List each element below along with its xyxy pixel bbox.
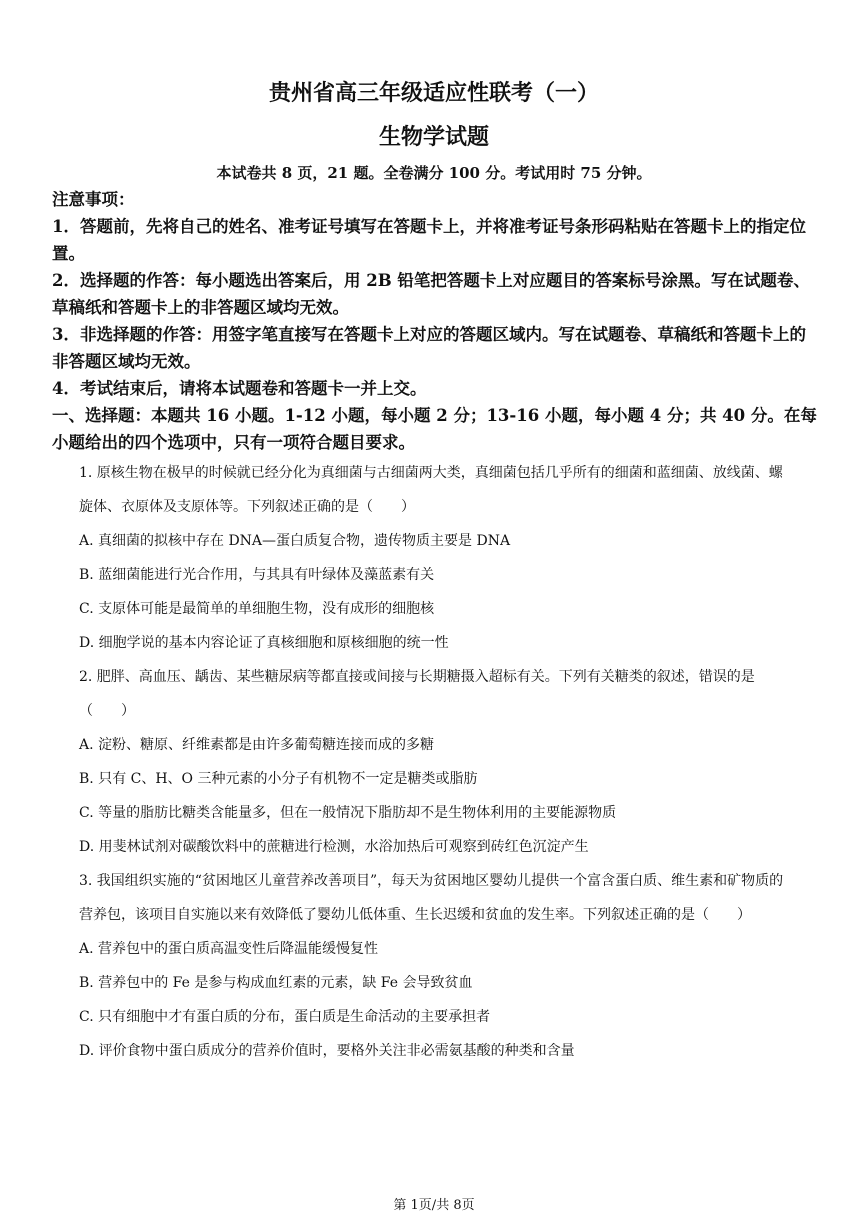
page-footer: 第 1页/共 8页: [393, 1198, 475, 1213]
option-a: A. 真细菌的拟核中存在 DNA—蛋白质复合物，遗传物质主要是 DNA: [79, 533, 511, 549]
exam-info: 本试卷共 8 页，21 题。全卷满分 100 分。考试用时 75 分钟。: [216, 164, 652, 182]
notes-block: [52, 186, 822, 456]
question-stem: 3. 我国组织实施的“贫困地区儿童营养改善项目”，每天为贫困地区婴幼儿提供一个富含蛋白质、维生素和矿物质的营养包，该项目自实施以来有效降低了婴幼儿低体重、生长迟缓和贫血的发生率。下列叙述正确的是（ ）: [79, 873, 784, 923]
notes-heading: 注意事项：: [52, 190, 135, 209]
question-3: [79, 864, 795, 1068]
note-item: 3．非选择题的作答：用签字笔直接写在答题卡上对应的答题区域内。写在试题卷、草稿纸和答题卡上的非答题区域均无效。: [52, 325, 806, 371]
section-heading: 一、选择题：本题共 16 小题。1-12 小题，每小题 2 分；13-16 小题，每小题 4 分；共 40 分。在每小题给出的四个选项中，只有一项符合题目要求。: [52, 406, 817, 452]
option-b: B. 蓝细菌能进行光合作用，与其具有叶绿体及藻蓝素有关: [79, 567, 435, 583]
option-c: C. 只有细胞中才有蛋白质的分布，蛋白质是生命活动的主要承担者: [79, 1009, 491, 1025]
question-1: [79, 456, 795, 660]
option-b: B. 只有 C、H、O 三种元素的小分子有机物不一定是糖类或脂肪: [79, 771, 478, 787]
option-c: C. 等量的脂肪比糖类含能量多，但在一般情况下脂肪却不是生物体利用的主要能源物质: [79, 805, 617, 821]
subject-title: 生物学试题: [378, 124, 489, 150]
option-d: D. 用斐林试剂对碳酸饮料中的蔗糖进行检测，水浴加热后可观察到砖红色沉淀产生: [79, 839, 589, 855]
option-c: C. 支原体可能是最简单的单细胞生物，没有成形的细胞核: [79, 601, 435, 617]
option-a: A. 淀粉、糖原、纤维素都是由许多葡萄糖连接而成的多糖: [79, 737, 435, 753]
question-stem: 1. 原核生物在极早的时候就已经分化为真细菌与古细菌两大类，真细菌包括几乎所有的细菌和蓝细菌、放线菌、螺旋体、衣原体及支原体等。下列叙述正确的是（ ）: [79, 465, 783, 515]
note-item: 4．考试结束后，请将本试题卷和答题卡一并上交。: [52, 379, 427, 398]
note-item: 2．选择题的作答：每小题选出答案后，用 2B 铅笔把答题卡上对应题目的答案标号涂黑。写在试题卷、草稿纸和答题卡上的非答题区域均无效。: [52, 271, 810, 317]
option-d: D. 细胞学说的基本内容论证了真核细胞和原核细胞的统一性: [79, 635, 449, 651]
option-d: D. 评价食物中蛋白质成分的营养价值时，要格外关注非必需氨基酸的种类和含量: [79, 1043, 575, 1059]
note-item: 1．答题前，先将自己的姓名、准考证号填写在答题卡上，并将准考证号条形码粘贴在答题卡上的指定位置。: [52, 217, 806, 263]
exam-title: 贵州省高三年级适应性联考（一）: [268, 80, 599, 106]
option-a: A. 营养包中的蛋白质高温变性后降温能缓慢复性: [79, 941, 379, 957]
option-b: B. 营养包中的 Fe 是参与构成血红素的元素，缺 Fe 会导致贫血: [79, 975, 473, 991]
question-stem: 2. 肥胖、高血压、龋齿、某些糖尿病等都直接或间接与长期糖摄入超标有关。下列有关糖类的叙述，错误的是（ ）: [79, 669, 755, 719]
question-2: [79, 660, 795, 864]
